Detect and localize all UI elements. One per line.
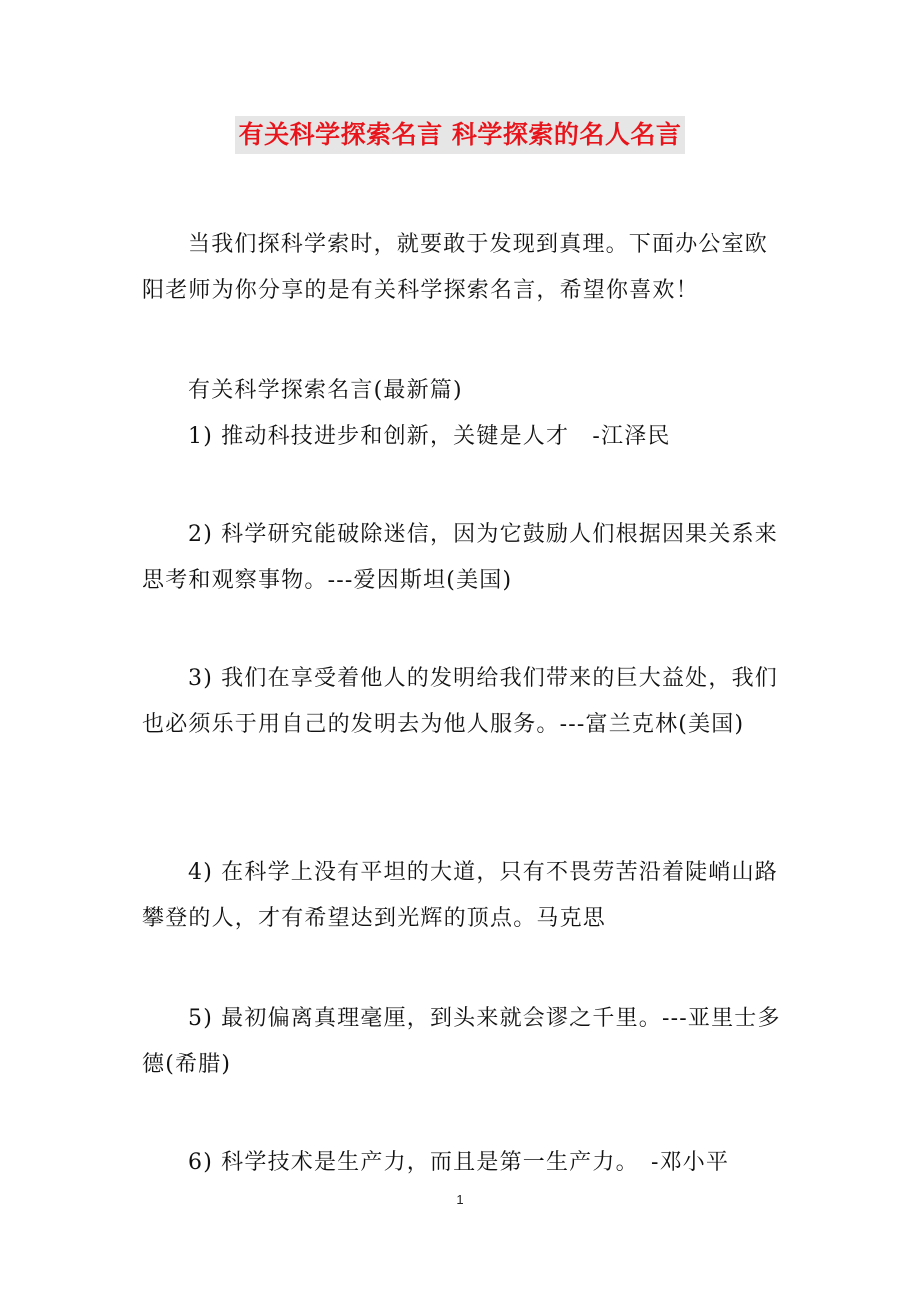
- quote-item: 1) 推动科技进步和创新，关键是人才 -江泽民: [188, 424, 671, 449]
- quote-item: 6) 科学技术是生产力，而且是第一生产力。 -邓小平: [188, 1150, 730, 1175]
- quote-item: 2) 科学研究能破除迷信，因为它鼓励人们根据因果关系来思考和观察事物。---爱因斯坦(美国): [142, 522, 778, 593]
- intro-paragraph: 当我们探科学索时，就要敢于发现到真理。下面办公室欧阳老师为你分享的是有关科学探索名言，希望你喜欢！: [142, 232, 769, 303]
- page-number: 1: [456, 1192, 464, 1207]
- section-heading: 有关科学探索名言(最新篇): [188, 378, 463, 403]
- title-container: [0, 116, 920, 154]
- document-title: 有关科学探索名言 科学探索的名人名言: [235, 116, 686, 154]
- quote-item: 3) 我们在享受着他人的发明给我们带来的巨大益处，我们也必须乐于用自己的发明去为他人服务。---富兰克林(美国): [142, 666, 778, 737]
- quote-item: 4) 在科学上没有平坦的大道，只有不畏劳苦沿着陡峭山路攀登的人，才有希望达到光辉的顶点。马克思: [142, 860, 778, 931]
- quote-item: 5) 最初偏离真理毫厘，到头来就会谬之千里。---亚里士多德(希腊): [142, 1006, 781, 1077]
